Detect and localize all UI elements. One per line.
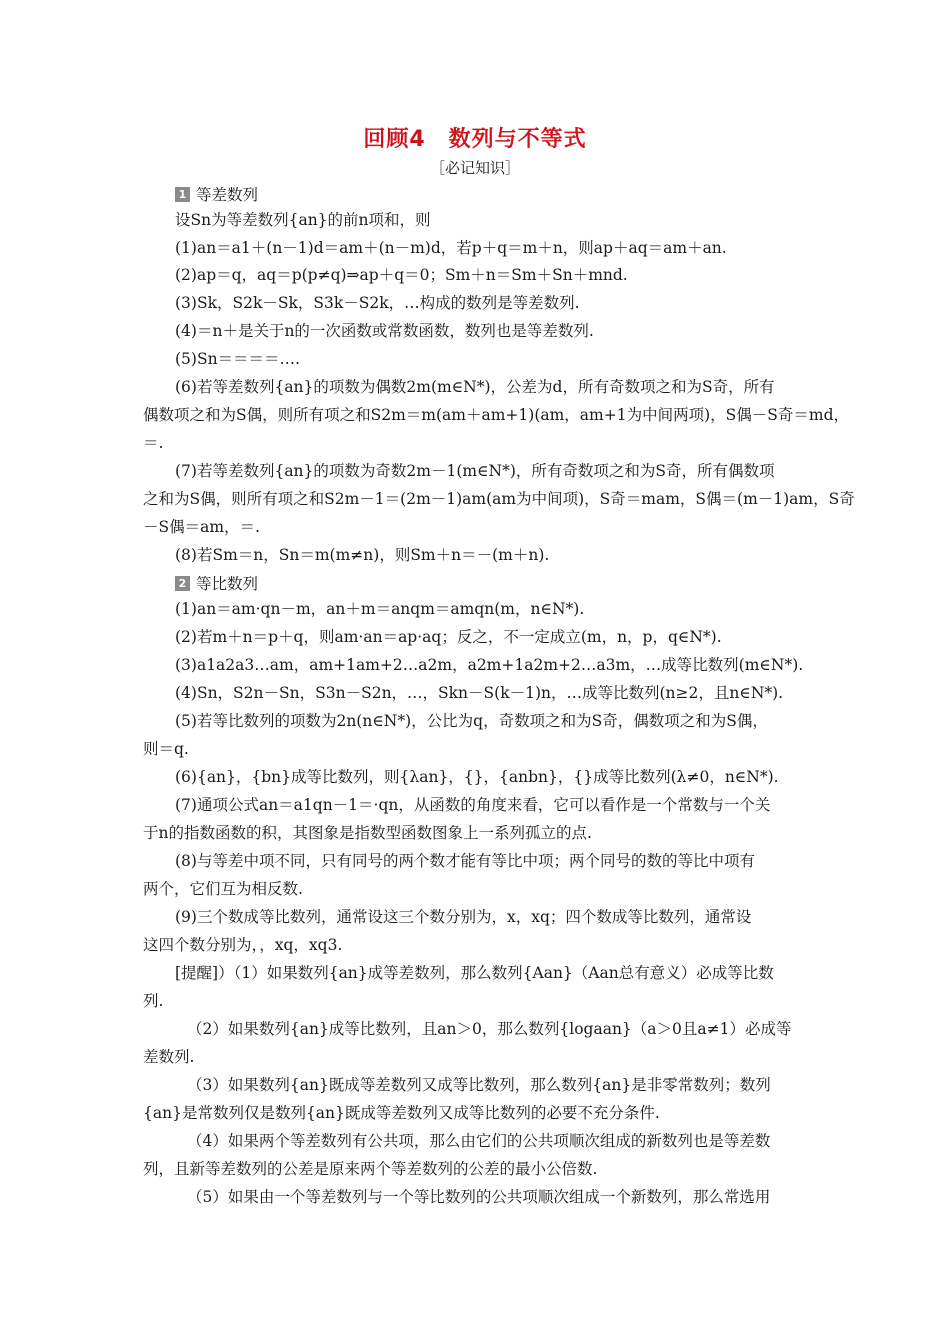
section-1-heading [175,183,258,205]
text-line: －S偶＝am，＝. [143,518,260,536]
text-line: (2)若m＋n＝p＋q，则am·an＝ap·aq；反之，不一定成立(m，n，p，q∈N*). [175,628,722,646]
text-line: 设Sn为等差数列{an}的前n项和，则 [175,211,431,229]
text-line: (1)an＝am·qn－m，an＋m＝anqm＝amqn(m，n∈N*). [175,600,585,618]
section-title: 等差数列 [196,186,259,204]
reminder-line: （2）如果数列{an}成等比数列，且an＞0，那么数列{logaan}（a＞0且a≠1）必成等 [187,1020,792,1038]
text-line: 这四个数分别为，，xq，xq3. [143,936,343,954]
text-line: (6)若等差数列{an}的项数为偶数2m(m∈N*)，公差为d，所有奇数项之和为S奇，所有 [175,378,775,396]
text-line: (9)三个数成等比数列，通常设这三个数分别为，x，xq；四个数成等比数列，通常设 [175,908,752,926]
section-number-badge: 2 [175,576,190,591]
section-title: 等比数列 [196,575,259,593]
reminder-line: （4）如果两个等差数列有公共项，那么由它们的公共项顺次组成的新数列也是等差数 [187,1132,771,1150]
text-line: 偶数项之和为S偶，则所有项之和S2m＝m(am＋am+1)(am，am+1为中间两项)，S偶－S奇＝md， [143,406,849,424]
text-line: (5)若等比数列的项数为2n(n∈N*)，公比为q，奇数项之和为S奇，偶数项之和为S偶， [175,712,768,730]
reminder-line: 列，且新等差数列的公差是原来两个等差数列的公差的最小公倍数. [143,1160,598,1178]
reminder-line: 差数列. [143,1048,195,1066]
text-line: (7)通项公式an＝a1qn－1＝·qn，从函数的角度来看，它可以看作是一个常数与一个关 [175,796,771,814]
page-subtitle: ［必记知识］ [429,159,520,177]
text-line: 之和为S偶，则所有项之和S2m－1＝(2m－1)am(am为中间项)，S奇＝mam，S偶＝(m－1)am，S奇 [143,490,855,508]
text-line: ＝. [143,434,164,452]
text-line: (1)an＝a1＋(n－1)d＝am＋(n－m)d，若p＋q＝m＋n，则ap＋aq＝am＋an. [175,239,727,257]
reminder-line: （5）如果由一个等差数列与一个等比数列的公共项顺次组成一个新数列，那么常选用 [187,1188,771,1206]
reminder-line: 列. [143,992,164,1010]
text-line: 两个，它们互为相反数. [143,880,303,898]
text-line: 则＝q. [143,740,189,758]
reminder-line: [提醒]）（1）如果数列{an}成等差数列，那么数列{Aan}（Aan总有意义）必成等比数 [175,964,774,982]
text-line: (3)a1a2a3…am，am+1am+2…a2m，a2m+1a2m+2…a3m，…成等比数列(m∈N*). [175,656,804,674]
text-line: (4)＝n＋是关于n的一次函数或常数函数，数列也是等差数列. [175,322,594,340]
text-line: 于n的指数函数的积，其图象是指数型函数图象上一系列孤立的点. [143,824,592,842]
text-line: (2)ap＝q，aq＝p(p≠q)⇒ap＋q＝0；Sm＋n＝Sm＋Sn＋mnd. [175,266,628,284]
page-title: 回顾4 数列与不等式 [363,127,587,152]
text-line: (8)若Sm＝n，Sn＝m(m≠n)，则Sm＋n＝－(m＋n). [175,546,550,564]
reminder-line: （3）如果数列{an}既成等差数列又成等比数列，那么数列{an}是非零常数列；数列 [187,1076,771,1094]
text-line: (8)与等差中项不同，只有同号的两个数才能有等比中项；两个同号的数的等比中项有 [175,852,755,870]
text-line: (4)Sn，S2n－Sn，S3n－S2n，…，Skn－S(k－1)n，…成等比数列(n≥2，且n∈N*). [175,684,784,702]
text-line: (3)Sk，S2k－Sk，S3k－S2k，…构成的数列是等差数列. [175,294,580,312]
text-line: (6){an}，{bn}成等比数列，则{λan}，{}，{anbn}，{}成等比数列(λ≠0，n∈N*). [175,768,779,786]
text-line: (5)Sn＝＝＝＝…. [175,350,300,368]
text-line: (7)若等差数列{an}的项数为奇数2m－1(m∈N*)，所有奇数项之和为S奇，所有偶数项 [175,462,775,480]
reminder-line: {an}是常数列仅是数列{an}既成等差数列又成等比数列的必要不充分条件. [143,1104,660,1122]
section-number-badge: 1 [175,187,190,202]
section-2-heading [175,572,258,594]
